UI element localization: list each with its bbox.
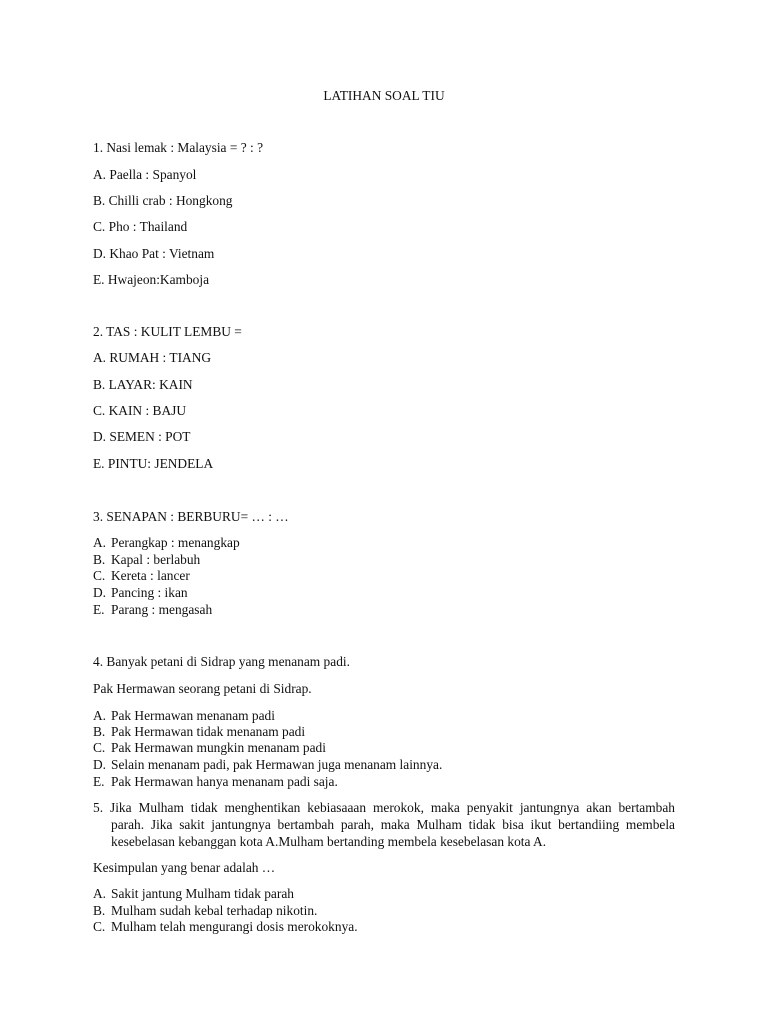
q2-option-b: B. LAYAR: KAIN [93,377,193,392]
q4-option-e [93,773,338,790]
option-letter: C. [93,568,106,583]
option-text: Pak Hermawan hanya menanam padi saja. [111,774,338,789]
option-letter: C. [93,740,106,755]
q1-option-d: D. Khao Pat : Vietnam [93,246,215,261]
option-text: Pak Hermawan mungkin menanam padi [111,740,326,755]
option-text: Sakit jantung Mulham tidak parah [111,886,294,901]
option-text: Perangkap : menangkap [111,535,240,550]
q3-option-c [93,567,190,584]
q1-option-b: B. Chilli crab : Hongkong [93,193,233,208]
option-letter: A. [93,886,107,901]
q3-option-d [93,584,188,601]
question-1: 1. Nasi lemak : Malaysia = ? : ? [93,140,264,155]
q3-option-a [93,534,240,551]
q1-option-a: A. Paella : Spanyol [93,167,197,182]
q2-option-d: D. SEMEN : POT [93,429,191,444]
q2-option-a: A. RUMAH : TIANG [93,350,212,365]
q4-option-d [93,756,442,773]
q2-option-c: C. KAIN : BAJU [93,403,186,418]
q3-option-e [93,601,212,618]
option-letter: D. [93,757,107,772]
option-text: Selain menanam padi, pak Hermawan juga menanam lainnya. [111,757,443,772]
question-2: 2. TAS : KULIT LEMBU = [93,324,242,339]
option-letter: E. [93,774,105,789]
q4-option-b [93,723,305,740]
option-letter: B. [93,903,106,918]
q1-option-e: E. Hwajeon:Kamboja [93,272,210,287]
q5-option-c [93,918,358,935]
option-letter: B. [93,724,106,739]
option-text: Kereta : lancer [111,568,190,583]
option-text: Mulham telah mengurangi dosis merokoknya. [111,919,358,934]
q1-option-c: C. Pho : Thailand [93,219,188,234]
q5-option-b [93,902,317,919]
q4-option-a [93,707,275,724]
option-letter: C. [93,919,106,934]
q2-option-e: E. PINTU: JENDELA [93,456,214,471]
q5-conclusion: Kesimpulan yang benar adalah … [93,860,276,875]
option-letter: B. [93,552,106,567]
option-text: Parang : mengasah [111,602,213,617]
option-letter: A. [93,535,107,550]
option-letter: A. [93,708,107,723]
option-text: Mulham sudah kebal terhadap nikotin. [111,903,318,918]
question-3: 3. SENAPAN : BERBURU= … : … [93,509,289,524]
option-text: Pak Hermawan menanam padi [111,708,275,723]
option-text: Kapal : berlabuh [111,552,201,567]
question-5-line-3: kesebelasan kebanggan kota A.Mulham bertanding membela kesebelasan kota A. [111,834,547,849]
option-letter: D. [93,585,107,600]
question-4: 4. Banyak petani di Sidrap yang menanam padi. [93,654,350,669]
option-text: Pak Hermawan tidak menanam padi [111,724,306,739]
q4-option-c [93,739,326,756]
option-letter: E. [93,602,105,617]
option-text: Pancing : ikan [111,585,188,600]
q5-option-a [93,885,294,902]
q4-premise: Pak Hermawan seorang petani di Sidrap. [93,681,312,696]
q3-option-b [93,551,200,568]
question-5-line-2: parah. Jika sakit jantungnya bertambah parah, maka Mulham tidak bisa ikut bertandiing membela [111,817,675,832]
question-5-line-1: 5. Jika Mulham tidak menghentikan kebiasaaan merokok, maka penyakit jantungnya akan bertambah [93,800,675,815]
page-title: LATIHAN SOAL TIU [323,88,445,103]
